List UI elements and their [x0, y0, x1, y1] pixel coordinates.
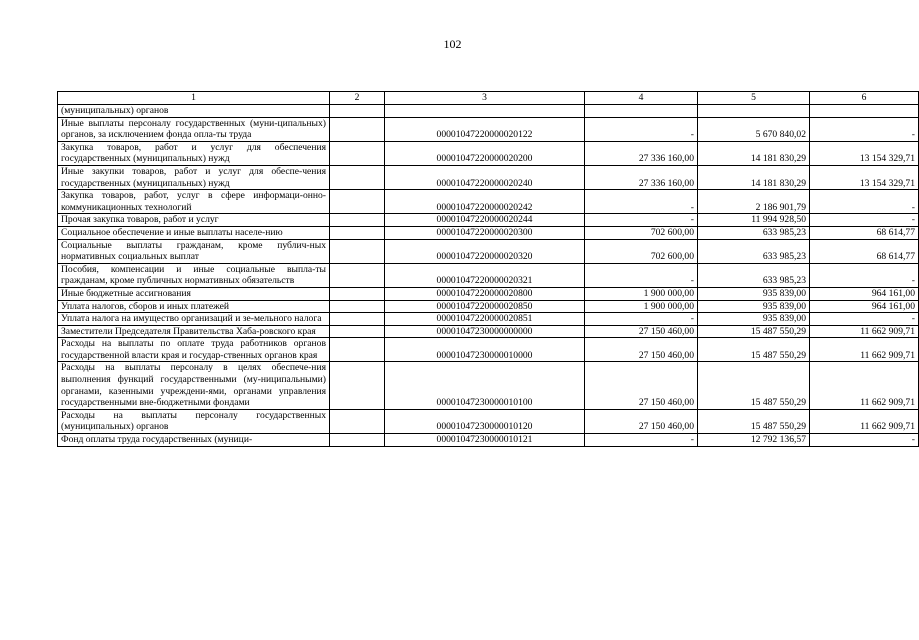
row-name-cell: Расходы на выплаты персоналу в целях обеспече-ния выполнения функций государственными (му-ниципальными) органами, казенными учреждени-ями, органами управления государственными вне-бюджетными фондами [58, 362, 330, 409]
row-code-cell: 00001047220000020850 [385, 300, 585, 313]
row-remainder-cell: 11 662 909,71 [810, 362, 919, 409]
row-actual-cell: 633 985,23 [698, 226, 810, 239]
column-header-6: 6 [810, 92, 919, 105]
page-number: 102 [443, 37, 462, 51]
column-header-3: 3 [385, 92, 585, 105]
table-row [58, 141, 919, 165]
table-row [58, 226, 919, 239]
row-col2-cell [330, 362, 385, 409]
table-row [58, 362, 919, 409]
row-actual-cell [698, 105, 810, 118]
row-code-cell: 00001047230000010120 [385, 409, 585, 433]
row-col2-cell [330, 214, 385, 227]
row-actual-cell: 633 985,23 [698, 239, 810, 263]
row-remainder-cell: 11 662 909,71 [810, 325, 919, 338]
row-actual-cell: 15 487 550,29 [698, 338, 810, 362]
row-actual-cell: 15 487 550,29 [698, 362, 810, 409]
row-name-cell: Иные выплаты персоналу государственных (муни-ципальных) органов, за исключением фонда опла-ты труда [58, 117, 330, 141]
row-plan-cell [585, 105, 698, 118]
row-remainder-cell: - [810, 214, 919, 227]
row-name-cell: Заместители Председателя Правительства Хаба-ровского края [58, 325, 330, 338]
row-remainder-cell: - [810, 190, 919, 214]
row-remainder-cell: 13 154 329,71 [810, 165, 919, 189]
row-col2-cell [330, 409, 385, 433]
budget-table [57, 91, 919, 447]
row-actual-cell: 12 792 136,57 [698, 434, 810, 447]
row-code-cell: 00001047220000020300 [385, 226, 585, 239]
row-plan-cell: 702 600,00 [585, 226, 698, 239]
row-plan-cell: 1 900 000,00 [585, 287, 698, 300]
row-actual-cell: 14 181 830,29 [698, 165, 810, 189]
table-row [58, 105, 919, 118]
row-col2-cell [330, 165, 385, 189]
row-actual-cell: 2 186 901,79 [698, 190, 810, 214]
row-remainder-cell: - [810, 434, 919, 447]
row-name-cell: Расходы на выплаты по оплате труда работников органов государственной власти края и государ-ственных органов края [58, 338, 330, 362]
row-name-cell: Прочая закупка товаров, работ и услуг [58, 214, 330, 227]
row-plan-cell: 27 150 460,00 [585, 362, 698, 409]
table-header-row [58, 92, 919, 105]
row-remainder-cell [810, 105, 919, 118]
row-remainder-cell: - [810, 117, 919, 141]
row-code-cell: 00001047220000020242 [385, 190, 585, 214]
row-name-cell: Закупка товаров, работ, услуг в сфере информаци-онно-коммуникационных технологий [58, 190, 330, 214]
row-plan-cell: - [585, 434, 698, 447]
row-code-cell: 00001047220000020851 [385, 313, 585, 326]
row-plan-cell: 27 150 460,00 [585, 409, 698, 433]
row-col2-cell [330, 434, 385, 447]
row-name-cell: Уплата налогов, сборов и иных платежей [58, 300, 330, 313]
row-col2-cell [330, 117, 385, 141]
row-name-cell: Уплата налога на имущество организаций и зе-мельного налога [58, 313, 330, 326]
row-code-cell: 00001047230000010000 [385, 338, 585, 362]
row-col2-cell [330, 105, 385, 118]
table-body [58, 105, 919, 447]
row-code-cell [385, 105, 585, 118]
table-row [58, 300, 919, 313]
row-code-cell: 00001047220000020320 [385, 239, 585, 263]
row-col2-cell [330, 313, 385, 326]
row-plan-cell: - [585, 117, 698, 141]
row-remainder-cell: 964 161,00 [810, 300, 919, 313]
row-code-cell: 00001047230000010100 [385, 362, 585, 409]
row-name-cell: Фонд оплаты труда государственных (муници- [58, 434, 330, 447]
table-row [58, 434, 919, 447]
row-col2-cell [330, 226, 385, 239]
row-name-cell: Иные бюджетные ассигнования [58, 287, 330, 300]
column-header-1: 1 [58, 92, 330, 105]
row-code-cell: 00001047220000020800 [385, 287, 585, 300]
table-row [58, 117, 919, 141]
row-name-cell: Социальные выплаты гражданам, кроме публич-ных нормативных социальных выплат [58, 239, 330, 263]
row-col2-cell [330, 239, 385, 263]
row-name-cell: Иные закупки товаров, работ и услуг для обеспе-чения государственных (муниципальных) нужд [58, 165, 330, 189]
row-name-cell: (муниципальных) органов [58, 105, 330, 118]
table-row [58, 338, 919, 362]
row-remainder-cell: 68 614,77 [810, 239, 919, 263]
row-remainder-cell: 11 662 909,71 [810, 338, 919, 362]
row-actual-cell: 5 670 840,02 [698, 117, 810, 141]
row-remainder-cell: 68 614,77 [810, 226, 919, 239]
row-actual-cell: 15 487 550,29 [698, 325, 810, 338]
row-code-cell: 00001047220000020244 [385, 214, 585, 227]
row-col2-cell [330, 325, 385, 338]
table-row [58, 409, 919, 433]
row-remainder-cell: - [810, 313, 919, 326]
row-plan-cell: 27 336 160,00 [585, 165, 698, 189]
row-plan-cell: 1 900 000,00 [585, 300, 698, 313]
row-plan-cell: - [585, 263, 698, 287]
row-actual-cell: 633 985,23 [698, 263, 810, 287]
row-plan-cell: - [585, 214, 698, 227]
row-remainder-cell: 13 154 329,71 [810, 141, 919, 165]
row-plan-cell: - [585, 313, 698, 326]
table-row [58, 214, 919, 227]
row-code-cell: 00001047230000000000 [385, 325, 585, 338]
row-actual-cell: 11 994 928,50 [698, 214, 810, 227]
row-code-cell: 00001047220000020122 [385, 117, 585, 141]
table-row [58, 165, 919, 189]
row-col2-cell [330, 287, 385, 300]
row-actual-cell: 935 839,00 [698, 313, 810, 326]
row-actual-cell: 935 839,00 [698, 287, 810, 300]
table-row [58, 313, 919, 326]
row-remainder-cell: - [810, 263, 919, 287]
row-plan-cell: 27 336 160,00 [585, 141, 698, 165]
table-row [58, 239, 919, 263]
row-plan-cell: 27 150 460,00 [585, 338, 698, 362]
row-col2-cell [330, 190, 385, 214]
row-actual-cell: 14 181 830,29 [698, 141, 810, 165]
column-header-2: 2 [330, 92, 385, 105]
row-code-cell: 00001047230000010121 [385, 434, 585, 447]
row-col2-cell [330, 300, 385, 313]
row-name-cell: Пособия, компенсации и иные социальные выпла-ты гражданам, кроме публичных нормативных обязательств [58, 263, 330, 287]
column-header-5: 5 [698, 92, 810, 105]
row-actual-cell: 15 487 550,29 [698, 409, 810, 433]
row-plan-cell: 702 600,00 [585, 239, 698, 263]
row-name-cell: Закупка товаров, работ и услуг для обеспечения государственных (муниципальных) нужд [58, 141, 330, 165]
row-name-cell: Социальное обеспечение и иные выплаты населе-нию [58, 226, 330, 239]
table-row [58, 287, 919, 300]
table-row [58, 325, 919, 338]
row-code-cell: 00001047220000020240 [385, 165, 585, 189]
row-col2-cell [330, 338, 385, 362]
row-name-cell: Расходы на выплаты персоналу государственных (муниципальных) органов [58, 409, 330, 433]
row-actual-cell: 935 839,00 [698, 300, 810, 313]
table-row [58, 263, 919, 287]
column-header-4: 4 [585, 92, 698, 105]
row-col2-cell [330, 141, 385, 165]
row-remainder-cell: 11 662 909,71 [810, 409, 919, 433]
table-row [58, 190, 919, 214]
row-plan-cell: - [585, 190, 698, 214]
row-plan-cell: 27 150 460,00 [585, 325, 698, 338]
row-col2-cell [330, 263, 385, 287]
row-code-cell: 00001047220000020200 [385, 141, 585, 165]
row-remainder-cell: 964 161,00 [810, 287, 919, 300]
row-code-cell: 00001047220000020321 [385, 263, 585, 287]
